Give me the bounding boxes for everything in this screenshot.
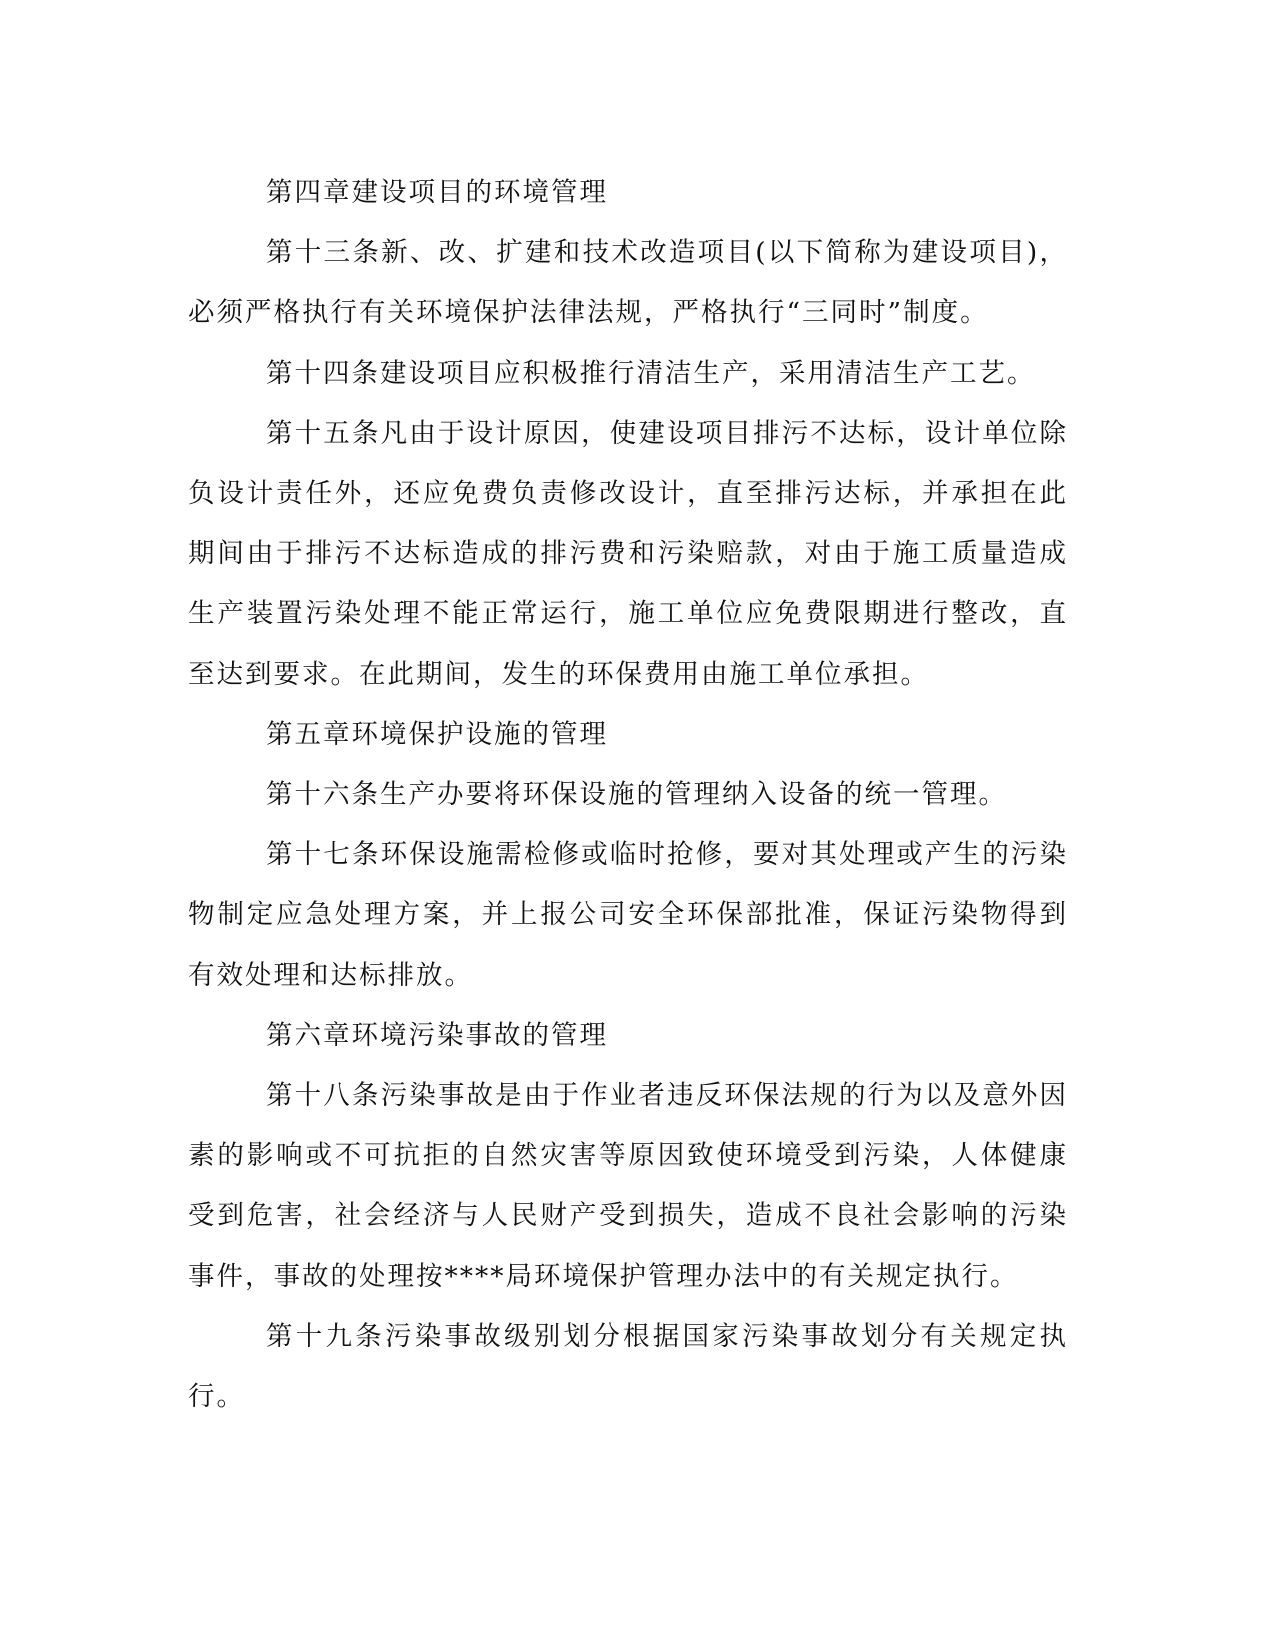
chapter-heading-5: 第五章环境保护设施的管理 [266,718,608,750]
chapter-heading-4: 第四章建设项目的环境管理 [266,177,608,208]
article-14: 第十四条建设项目应积极推行清洁生产，采用清洁生产工艺。 [266,357,1036,389]
article-18: 第十八条污染事故是由于作业者违反环保法规的行为以及意外因素的影响或不可抗拒的自然灾害等原因致使环境受到污染，人体健康受到危害，社会经济与人民财产受到损失，造成不良社会影响的污染事件，事故的处理按****局环境保护管理办法中的有关规定执行。 [188,1080,1068,1292]
article-15: 第十五条凡由于设计原因，使建设项目排污不达标，设计单位除负设计责任外，还应免费负责修改设计，直至排污达标，并承担在此期间由于排污不达标造成的排污费和污染赔款，对由于施工质量造成生产装置污染处理不能正常运行，施工单位应免费限期进行整改，直至达到要求。在此期间，发生的环保费用由施工单位承担。 [188,417,1068,690]
article-19: 第十九条污染事故级别划分根据国家污染事故划分有关规定执行。 [188,1320,1068,1413]
article-17: 第十七条环保设施需检修或临时抢修，要对其处理或产生的污染物制定应急处理方案，并上报公司安全环保部批准，保证污染物得到有效处理和达标排放。 [188,839,1068,991]
chapter-heading-6: 第六章环境污染事故的管理 [266,1019,608,1051]
article-16: 第十六条生产办要将环保设施的管理纳入设备的统一管理。 [266,779,1007,811]
article-13: 第十三条新、改、扩建和技术改造项目(以下简称为建设项目)，必须严格执行有关环境保护法律法规，严格执行“三同时”制度。 [188,237,1068,329]
document-body [188,163,1068,1427]
